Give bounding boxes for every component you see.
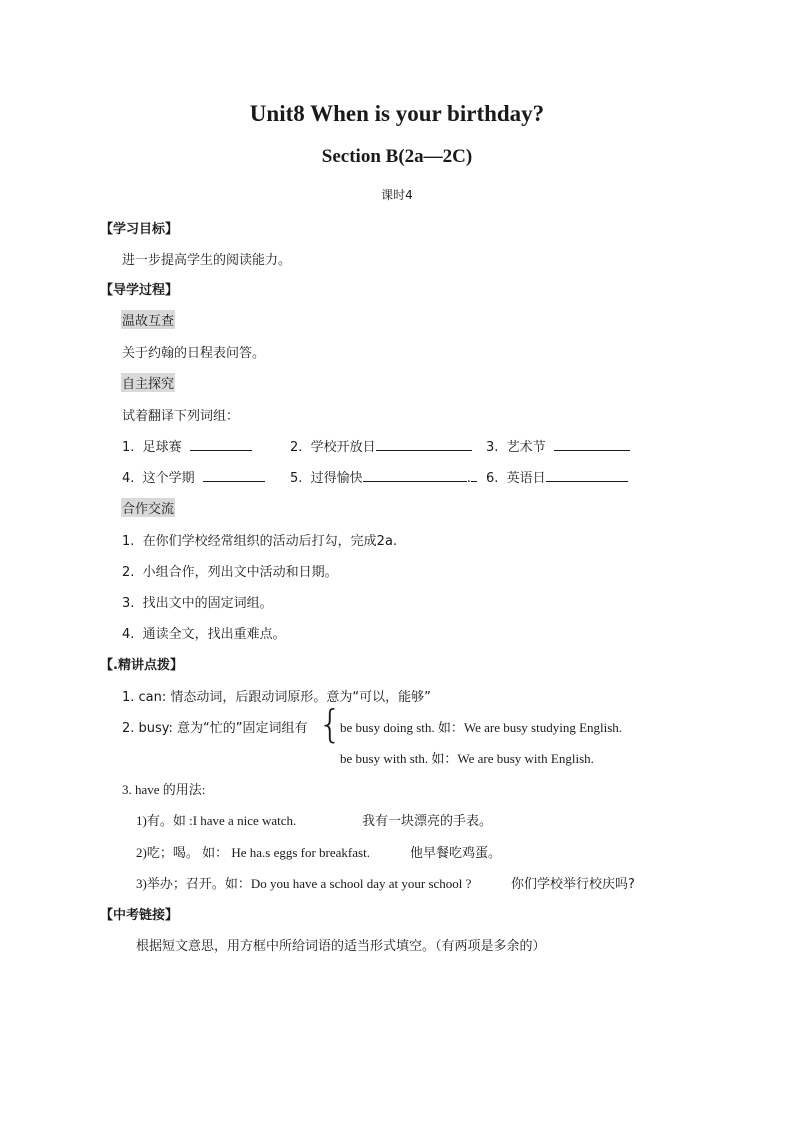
review-label: 温故互查 xyxy=(121,310,175,329)
have-meaning-3-cn: 你们学校举行校庆吗? xyxy=(511,877,635,892)
explain-have-lead: 3. have 的用法: xyxy=(122,782,206,797)
explain-heading: 【.精讲点拨】 xyxy=(100,658,183,673)
explore-text: 试着翻译下列词组： xyxy=(122,409,240,424)
coop-item: 2. 小组合作，列出文中活动和日期。 xyxy=(122,565,338,580)
answer-blank[interactable] xyxy=(546,468,628,482)
phrase-item: 5. 过得愉快 . xyxy=(290,467,477,486)
section-subtitle: Section B(2a—2C) xyxy=(321,146,473,167)
cooperation-label: 合作交流 xyxy=(121,498,175,517)
exam-heading: 【中考链接】 xyxy=(100,908,179,923)
coop-item: 4. 通读全文，找出重难点。 xyxy=(122,627,286,642)
phrase-item: 1. 足球赛 xyxy=(122,436,252,455)
answer-blank[interactable] xyxy=(203,468,265,482)
explore-label: 自主探究 xyxy=(121,373,175,392)
exam-instructions: 根据短文意思，用方框中所给词语的适当形式填空。（有两项是多余的） xyxy=(136,939,546,954)
phrase-item: 3. 艺术节 xyxy=(486,436,630,455)
have-meaning-1-cn: 我有一块漂亮的手表。 xyxy=(362,814,493,829)
answer-blank[interactable] xyxy=(554,437,630,451)
coop-item: 1. 在你们学校经常组织的活动后打勾，完成2a. xyxy=(122,534,398,549)
have-meaning-2-cn: 他早餐吃鸡蛋。 xyxy=(410,846,502,861)
page-title: Unit8 When is your birthday? xyxy=(249,101,545,126)
coop-item: 3. 找出文中的固定词组。 xyxy=(122,596,273,611)
have-meaning-2: 2)吃；喝。 如： He ha.s eggs for breakfast. xyxy=(136,845,370,860)
have-meaning-1: 1)有。如 :I have a nice watch. xyxy=(136,813,297,828)
review-text: 关于约翰的日程表问答。 xyxy=(122,346,266,361)
explain-busy-lead: 2. busy: 意为“忙的”固定词组有 xyxy=(122,721,308,736)
explain-can: 1. can: 情态动词，后跟动词原形。意为“可以，能够” xyxy=(122,690,431,705)
busy-doing-example: be busy doing sth. 如：We are busy studying English. xyxy=(340,720,623,735)
busy-with-example: be busy with sth. 如：We are busy with English. xyxy=(340,751,594,766)
answer-blank[interactable] xyxy=(376,437,472,451)
phrase-item: 2. 学校开放日 xyxy=(290,436,472,455)
lesson-period: 课时4 xyxy=(381,188,413,202)
answer-blank[interactable] xyxy=(190,437,252,451)
phrase-item: 4. 这个学期 xyxy=(122,467,265,486)
have-meaning-3: 3)举办；召开。如：Do you have a school day at your school ? xyxy=(136,876,472,891)
process-heading: 【导学过程】 xyxy=(100,283,179,298)
objectives-text: 进一步提高学生的阅读能力。 xyxy=(122,253,292,268)
objectives-heading: 【学习目标】 xyxy=(100,222,179,237)
left-brace: { xyxy=(318,702,343,746)
answer-blank[interactable] xyxy=(363,468,467,482)
phrase-item: 6. 英语日 xyxy=(486,467,628,486)
